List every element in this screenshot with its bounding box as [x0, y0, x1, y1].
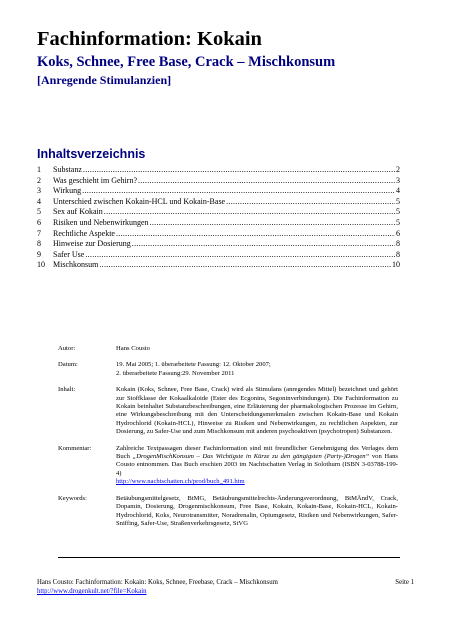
meta-author-label: Autor:: [58, 345, 76, 352]
table-of-contents: [37, 165, 400, 271]
toc-page-number: 8: [396, 249, 400, 259]
document-subtitle: Koks, Schnee, Free Base, Crack – Mischkonsum: [37, 54, 336, 70]
meta-content-label: Inhalt:: [58, 386, 76, 394]
toc-entry-sex[interactable]: [37, 207, 400, 218]
meta-comment-book-title: „DrogenMischKonsum – Das Wichtigste in Kürze zu den gängigsten (Party-)Drogen“: [132, 453, 370, 461]
toc-leader: [104, 207, 395, 218]
meta-date-line-2: 2. überarbeitete Fassung:29. November 2011: [116, 369, 235, 377]
meta-keywords-label: Keywords:: [58, 494, 87, 502]
meta-spacer: [58, 437, 398, 445]
toc-page-number: 2: [396, 165, 400, 174]
toc-number: 3: [37, 186, 41, 196]
toc-title[interactable]: Wirkung: [53, 186, 82, 196]
toc-page-number: 6: [396, 228, 400, 238]
toc-entry-unterschied[interactable]: [37, 197, 400, 208]
meta-spacer: [58, 353, 398, 361]
toc-leader: [132, 239, 395, 250]
meta-spacer: [58, 487, 398, 495]
toc-leader: [85, 250, 395, 261]
meta-date-value: [116, 361, 398, 378]
meta-comment-link[interactable]: http://www.nachtschatten.ch/prod/buch_491.htm: [116, 478, 245, 486]
toc-leader: [116, 229, 395, 240]
toc-title[interactable]: Hinweise zur Dosierung: [53, 239, 131, 249]
document-title: Fachinformation: Kokain: [37, 28, 262, 50]
toc-title[interactable]: Risiken und Nebenwirkungen: [53, 217, 149, 227]
toc-number: 5: [37, 207, 41, 217]
meta-comment-label: Kommentar:: [58, 444, 92, 452]
toc-entry-rechtliche-aspekte[interactable]: [37, 229, 400, 240]
meta-comment-text-end: von Hans Cousto entnommen. Das Buch erschien 2003 im Nachtschatten Verlag in Solothurn (ISBN 3-03788-199-4): [116, 453, 398, 477]
toc-page-number: 5: [396, 217, 400, 227]
toc-number: 4: [37, 196, 41, 206]
toc-page-number: 5: [396, 196, 400, 206]
toc-title[interactable]: Unterschied zwischen Kokain-HCL und Kokain-Base: [53, 196, 226, 206]
toc-number: 10: [37, 260, 45, 270]
page-footer: [37, 578, 414, 596]
document-metadata: [58, 345, 398, 528]
meta-keywords-row: [58, 495, 398, 529]
toc-leader: [99, 260, 391, 271]
toc-number: 2: [37, 175, 41, 185]
toc-leader: [82, 186, 395, 197]
meta-comment-row: [58, 445, 398, 487]
meta-comment-value: [116, 445, 398, 487]
toc-entry-gehirn[interactable]: [37, 176, 400, 187]
toc-entry-substanz[interactable]: [37, 165, 400, 176]
meta-content-row: [58, 386, 398, 436]
toc-page-number: 3: [396, 175, 400, 185]
toc-title[interactable]: Substanz: [53, 165, 82, 174]
toc-leader: [226, 197, 395, 208]
toc-leader: [138, 176, 395, 187]
toc-entry-wirkung[interactable]: [37, 186, 400, 197]
toc-entry-risiken[interactable]: [37, 218, 400, 229]
toc-title[interactable]: Was geschieht im Gehirn?: [53, 175, 137, 185]
footer-page-number: Seite 1: [395, 579, 414, 586]
meta-author-row: [58, 345, 398, 353]
toc-page-number: 5: [396, 207, 400, 217]
toc-title[interactable]: Safer Use: [53, 249, 85, 259]
toc-number: 8: [37, 239, 41, 249]
toc-entry-dosierung[interactable]: [37, 239, 400, 250]
toc-leader: [83, 165, 395, 176]
meta-spacer: [58, 378, 398, 386]
footer-line: [37, 578, 414, 587]
meta-content-value: Kokain (Koks, Schnee, Free Base, Crack) wird als Stimulans (anregendes Mittel) bezeichnet und gehört zur Stoffklasse der Kokaalkaloide (Ester des Ecgonins, Segoninverbindungen). Die Fachinformation zu Kokain beinhaltet Substanzbeschreibungen, eine Erläuterung der pharmakologischen Prozesse im Gehirn, eine Wirkungsbeschreibung mit den Unterscheidungsmerkmalen zwischen Kokain-Base und Kokain Hydrochlorid (Kokain-HCL), Hinweise zu Risiken und Nebenwirkungen, zu rechtlichen Aspekten, zur Dosierung, zu Safer-Use und zum Mischkonsum mit anderen psychoaktiven (psychotropen) Substanzen.: [116, 386, 398, 436]
footer-divider: [58, 557, 400, 558]
toc-entry-mischkonsum[interactable]: [37, 260, 400, 271]
footer-text: Hans Cousto: Fachinformation: Kokain: Koks, Schnee, Freebase, Crack – Mischkonsum: [37, 579, 278, 586]
toc-title[interactable]: Sex auf Kokain: [53, 207, 103, 217]
meta-author-value: Hans Cousto: [116, 345, 150, 352]
meta-date-row: [58, 361, 398, 378]
toc-page-number: 8: [396, 239, 400, 249]
meta-date-line-1: 19. Mai 2005; 1. überarbeitete Fassung: 12. Oktober 2007;: [116, 361, 271, 369]
toc-entry-safer-use[interactable]: [37, 250, 400, 261]
meta-date-label: Datum:: [58, 361, 78, 369]
toc-number: 6: [37, 217, 41, 227]
toc-number: 9: [37, 249, 41, 259]
meta-comment-text: Zahlreiche Textpassagen dieser Fachinformation sind mit freundlicher Genehmigung des Verlages dem Buch: [116, 444, 398, 461]
footer-url-link[interactable]: http://www.drogenkult.net/?file=Kokain: [37, 588, 147, 595]
toc-heading: Inhaltsverzeichnis: [37, 147, 146, 161]
toc-number: 7: [37, 228, 41, 238]
toc-title[interactable]: Mischkonsum: [53, 260, 99, 270]
meta-keywords-value: Betäubungsmittelgesetz, BtMG, Betäubungsmittelrechts-Änderungsverordnung, BtMÄndV, Crack, Dopamin, Dosierung, Drogenmischkonsum, Free Base, Kokain, Kokain-Base, Kokain-HCL, Kokain-Hydrochlorid, Koks, Neurotransmitter, Noradrenalin, Opiumgesetz, Risiken und Nebenwirkungen, Safer-Sniffing, Safer-Use, Straßenverkehrsgesetz, StVG: [116, 494, 398, 527]
toc-leader: [150, 218, 395, 229]
toc-title[interactable]: Rechtliche Aspekte: [53, 228, 115, 238]
toc-number: 1: [37, 165, 41, 174]
document-category: [Anregende Stimulanzien]: [37, 73, 172, 87]
toc-page-number: 4: [396, 186, 400, 196]
toc-page-number: 10: [392, 260, 400, 270]
